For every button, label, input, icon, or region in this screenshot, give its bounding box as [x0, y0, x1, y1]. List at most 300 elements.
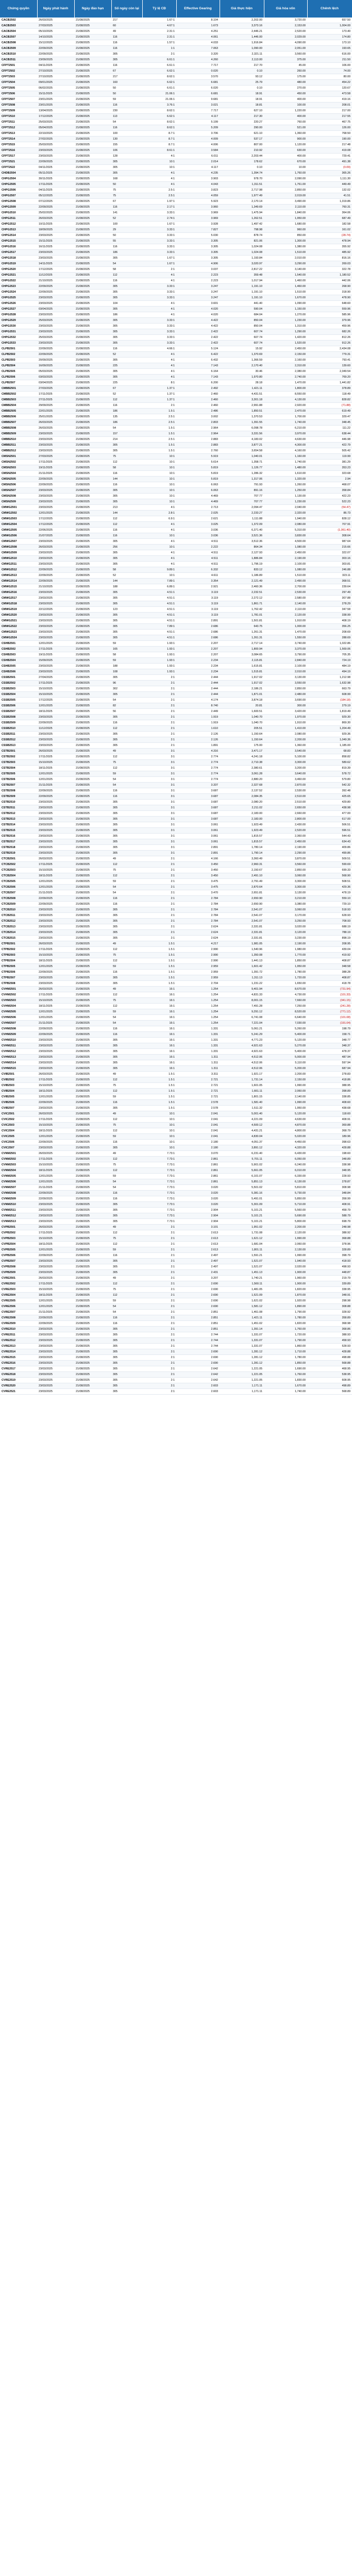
days-remaining-cell: 116 — [111, 63, 142, 69]
exercise-price-cell: 1,231.22 — [220, 981, 264, 987]
issue-date-cell: 18/11/2025 — [37, 709, 74, 715]
expiry-date-cell: 21/08/2025 — [74, 216, 111, 222]
days-remaining-cell: 130 — [111, 137, 142, 142]
exercise-price-cell: 5,701.11 — [220, 1157, 264, 1162]
conversion-ratio-cell: 10:1 — [142, 494, 176, 499]
effective-gearing-cell: 4.469 — [176, 499, 220, 505]
exercise-price-cell: 4,921.63 — [220, 1049, 264, 1055]
issue-date-cell: 17/11/2025 — [37, 1077, 74, 1083]
days-remaining-cell: 116 — [111, 788, 142, 794]
breakeven-price-cell: 1,920.00 — [264, 1298, 307, 1304]
difference-cell: 74.00 — [307, 69, 352, 74]
exercise-price-cell: 2,094.47 — [220, 505, 264, 511]
warrant-code-cell: CMSN2501 — [0, 454, 37, 460]
difference-cell: 348.89 — [307, 1157, 352, 1162]
warrant-code-cell: CLPB2501 — [0, 346, 37, 352]
conversion-ratio-cell: 4:1 — [142, 352, 176, 358]
exercise-price-cell: 2,203.44 — [220, 154, 264, 159]
expiry-date-cell: 21/08/2025 — [74, 1043, 111, 1049]
difference-cell: 418.86 — [307, 1077, 352, 1083]
difference-cell: 812.26 — [307, 335, 352, 341]
exercise-price-cell: 5,101.21 — [220, 1213, 264, 1219]
exercise-price-cell: 93.12 — [220, 74, 264, 80]
exercise-price-cell: 1,481.05 — [220, 1287, 264, 1293]
effective-gearing-cell: 7.827 — [176, 227, 220, 233]
conversion-ratio-cell: 7.73:1 — [142, 1162, 176, 1168]
issue-date-cell: 17/11/2025 — [37, 862, 74, 868]
expiry-date-cell: 21/08/2025 — [74, 494, 111, 499]
difference-cell: 347.58 — [307, 607, 352, 613]
effective-gearing-cell: 2.774 — [176, 777, 220, 783]
exercise-price-cell: 1,331.07 — [220, 1332, 264, 1338]
difference-cell: 408.91 — [307, 1117, 352, 1123]
days-remaining-cell: 305 — [111, 817, 142, 822]
issue-date-cell: 26/03/2025 — [37, 856, 74, 862]
exercise-price-cell: 30.46 — [220, 369, 264, 375]
warrant-code-cell: CHPG2532 — [0, 335, 37, 341]
effective-gearing-cell: 2.861 — [176, 1157, 220, 1162]
issue-date-cell: 23/03/2025 — [37, 1383, 74, 1389]
conversion-ratio-cell: 10:1 — [142, 545, 176, 550]
conversion-ratio-cell: 2:1 — [142, 1259, 176, 1264]
expiry-date-cell: 21/08/2025 — [74, 1242, 111, 1247]
days-remaining-cell: 54 — [111, 120, 142, 125]
days-remaining-cell: 54 — [111, 1185, 142, 1191]
exercise-price-cell: 2,232.51 — [220, 590, 264, 596]
days-remaining-cell: 144 — [111, 477, 142, 482]
exercise-price-cell: 1,815.57 — [220, 839, 264, 845]
days-remaining-cell: 305 — [111, 1043, 142, 1049]
table-row — [0, 970, 352, 975]
expiry-date-cell: 21/08/2025 — [74, 1293, 111, 1298]
days-remaining-cell: 305 — [111, 1332, 142, 1338]
difference-cell: 182.58 — [307, 222, 352, 227]
expiry-date-cell: 21/08/2025 — [74, 256, 111, 261]
issue-date-cell: 18/11/2025 — [37, 958, 74, 964]
effective-gearing-cell: 2.744 — [176, 1344, 220, 1349]
warrant-code-cell: CACB2507 — [0, 35, 37, 40]
days-remaining-cell: 256 — [111, 545, 142, 550]
issue-date-cell: 23/03/2025 — [37, 448, 74, 454]
difference-cell: 190.00 — [307, 137, 352, 142]
breakeven-price-cell: 3,130.00 — [264, 890, 307, 896]
table-row — [0, 392, 352, 397]
table-row — [0, 675, 352, 681]
warrant-code-cell: CTCB2508 — [0, 896, 37, 902]
days-remaining-cell: 58 — [111, 567, 142, 573]
warrant-code-cell: CVPB2504 — [0, 1242, 37, 1247]
issue-date-cell: 17/11/2025 — [37, 460, 74, 465]
difference-cell: 638.44 — [307, 431, 352, 437]
issue-date-cell: 16/09/2025 — [37, 363, 74, 369]
table-row — [0, 290, 352, 295]
expiry-date-cell: 21/08/2025 — [74, 1389, 111, 1395]
breakeven-price-cell: 1,960.00 — [264, 1276, 307, 1281]
exercise-price-cell: 4,051.37 — [220, 1140, 264, 1145]
difference-cell: 687.49 — [307, 216, 352, 222]
exercise-price-cell: 537.17 — [220, 137, 264, 142]
exercise-price-cell: 0.10 — [220, 69, 264, 74]
difference-cell: (731.94) — [307, 987, 352, 992]
warrant-code-cell: CVIB2506 — [0, 1100, 37, 1106]
conversion-ratio-cell: 10:1 — [142, 165, 176, 171]
effective-gearing-cell: 4.009 — [176, 137, 220, 142]
days-remaining-cell: 305 — [111, 284, 142, 290]
expiry-date-cell: 21/08/2025 — [74, 1344, 111, 1349]
days-remaining-cell: 305 — [111, 630, 142, 635]
conversion-ratio-cell: 4:1 — [142, 528, 176, 533]
difference-cell: 1,319.86 — [307, 199, 352, 205]
expiry-date-cell: 21/08/2025 — [74, 1123, 111, 1128]
effective-gearing-cell: 2.422 — [176, 335, 220, 341]
exercise-price-cell: 1,350.08 — [220, 953, 264, 958]
conversion-ratio-cell: 16:1 — [142, 1004, 176, 1009]
expiry-date-cell: 21/08/2025 — [74, 97, 111, 103]
table-row — [0, 511, 352, 516]
expiry-date-cell: 21/08/2025 — [74, 913, 111, 919]
days-remaining-cell: 305 — [111, 369, 142, 375]
issue-date-cell: 22/09/2025 — [37, 482, 74, 488]
expiry-date-cell: 21/08/2025 — [74, 987, 111, 992]
effective-gearing-cell: 2.222 — [176, 545, 220, 550]
exercise-price-cell: 2,380.61 — [220, 766, 264, 771]
issue-date-cell: 23/03/2025 — [37, 936, 74, 941]
days-remaining-cell: 305 — [111, 295, 142, 301]
effective-gearing-cell: 2.784 — [176, 919, 220, 924]
effective-gearing-cell: 3.119 — [176, 596, 220, 601]
issue-date-cell: 18/11/2025 — [37, 1293, 74, 1298]
issue-date-cell: 22/01/2025 — [37, 409, 74, 414]
breakeven-price-cell: 1,260.00 — [264, 482, 307, 488]
expiry-date-cell: 21/08/2025 — [74, 165, 111, 171]
issue-date-cell: 29/09/2025 — [37, 403, 74, 409]
breakeven-price-cell: 480.00 — [264, 80, 307, 86]
issue-date-cell: 12/01/2025 — [37, 771, 74, 777]
exercise-price-cell: 4,921.63 — [220, 1043, 264, 1049]
exercise-price-cell: 1,461.08 — [220, 1310, 264, 1315]
conversion-ratio-cell: 3.33:1 — [142, 239, 176, 244]
breakeven-price-cell: 400.00 — [264, 114, 307, 120]
breakeven-price-cell: 2,850.00 — [264, 868, 307, 873]
effective-gearing-cell: 5.199 — [176, 120, 220, 125]
conversion-ratio-cell: 10:1 — [142, 1128, 176, 1134]
days-remaining-cell: 54 — [111, 1304, 142, 1310]
table-row — [0, 454, 352, 460]
table-row — [0, 737, 352, 743]
table-row — [0, 1281, 352, 1287]
table-row — [0, 1032, 352, 1038]
effective-gearing-cell: 7.143 — [176, 375, 220, 380]
issue-date-cell: 23/03/2025 — [37, 556, 74, 562]
breakeven-price-cell: 1,000.00 — [264, 624, 307, 630]
exercise-price-cell: 1,317.06 — [220, 477, 264, 482]
conversion-ratio-cell: 2:1 — [142, 856, 176, 862]
table-row — [0, 522, 352, 528]
days-remaining-cell: 113 — [111, 114, 142, 120]
effective-gearing-cell: 2.760 — [176, 448, 220, 454]
breakeven-price-cell: 5,710.00 — [264, 1202, 307, 1208]
difference-cell: 487.94 — [307, 1055, 352, 1060]
difference-cell: 298.98 — [307, 1298, 352, 1304]
exercise-price-cell: 1,394.74 — [220, 171, 264, 176]
difference-cell: 388.28 — [307, 970, 352, 975]
days-remaining-cell: 305 — [111, 1378, 142, 1383]
breakeven-price-cell: 3,870.00 — [264, 856, 307, 862]
expiry-date-cell: 21/08/2025 — [74, 1230, 111, 1236]
breakeven-price-cell: 260.00 — [264, 69, 307, 74]
effective-gearing-cell: 2.690 — [176, 1349, 220, 1355]
issue-date-cell: 23/03/2025 — [37, 839, 74, 845]
days-remaining-cell: 305 — [111, 499, 142, 505]
conversion-ratio-cell: 10:1 — [142, 1134, 176, 1140]
issue-date-cell: 22/06/2025 — [37, 528, 74, 533]
issue-date-cell: 15/11/2025 — [37, 91, 74, 97]
breakeven-price-cell: 1,510.00 — [264, 290, 307, 295]
conversion-ratio-cell: 2:1 — [142, 1287, 176, 1293]
issue-date-cell: 15/10/2025 — [37, 686, 74, 692]
effective-gearing-cell: 7.717 — [176, 108, 220, 114]
conversion-ratio-cell: 4.51:1 — [142, 630, 176, 635]
breakeven-price-cell: 2,430.00 — [264, 822, 307, 828]
exercise-price-cell: 2,186.21 — [220, 686, 264, 692]
difference-cell: 729.10 — [307, 902, 352, 907]
effective-gearing-cell: 2.803 — [176, 420, 220, 426]
effective-gearing-cell: 2.642 — [176, 1366, 220, 1372]
difference-cell: 338.85 — [307, 1094, 352, 1100]
exercise-price-cell: 1,191.10 — [220, 290, 264, 295]
days-remaining-cell: 59 — [111, 879, 142, 885]
exercise-price-cell: 1,600.51 — [220, 709, 264, 715]
difference-cell: 929.36 — [307, 732, 352, 737]
days-remaining-cell: 305 — [111, 329, 142, 335]
table-row — [0, 380, 352, 386]
difference-cell: 1,441.82 — [307, 380, 352, 386]
warrant-code-cell: CTCB2502 — [0, 862, 37, 868]
exercise-price-cell: 1,475.94 — [220, 210, 264, 216]
issue-date-cell: 07/12/2025 — [37, 199, 74, 205]
days-remaining-cell: 168 — [111, 176, 142, 182]
table-row — [0, 964, 352, 970]
exercise-price-cell: 3,891.12 — [220, 1145, 264, 1151]
difference-cell: 408.91 — [307, 1202, 352, 1208]
effective-gearing-cell: 2.234 — [176, 664, 220, 669]
breakeven-price-cell: 7,660.00 — [264, 998, 307, 1004]
days-remaining-cell: 305 — [111, 494, 142, 499]
difference-cell: 1,185.00 — [307, 743, 352, 749]
breakeven-price-cell: 1,470.00 — [264, 630, 307, 635]
table-row — [0, 341, 352, 346]
exercise-price-cell: 4,512.06 — [220, 1055, 264, 1060]
effective-gearing-cell: 5.209 — [176, 125, 220, 131]
conversion-ratio-cell: 16:1 — [142, 1015, 176, 1021]
expiry-date-cell: 21/08/2025 — [74, 1321, 111, 1327]
warrant-code-cell: CMWG2514 — [0, 579, 37, 584]
conversion-ratio-cell: 8.7:1 — [142, 137, 176, 142]
conversion-ratio-cell: 10:1 — [142, 533, 176, 539]
exercise-price-cell: 2,960.31 — [220, 862, 264, 868]
days-remaining-cell: 302 — [111, 686, 142, 692]
days-remaining-cell: 128 — [111, 154, 142, 159]
difference-cell: 278.87 — [307, 1179, 352, 1185]
conversion-ratio-cell: 16:1 — [142, 1060, 176, 1066]
breakeven-price-cell: 2,110.00 — [264, 205, 307, 210]
effective-gearing-cell: 5.614 — [176, 460, 220, 465]
issue-date-cell: 13/04/2025 — [37, 108, 74, 114]
table-row — [0, 845, 352, 851]
warrant-code-cell: CFPT2501 — [0, 63, 37, 69]
difference-cell: 118.60 — [307, 1111, 352, 1117]
effective-gearing-cell: 4.511 — [176, 539, 220, 545]
exercise-price-cell: 3,512.36 — [220, 539, 264, 545]
conversion-ratio-cell: 3:1 — [142, 771, 176, 777]
expiry-date-cell: 21/08/2025 — [74, 709, 111, 715]
days-remaining-cell: 305 — [111, 715, 142, 720]
exercise-price-cell: 684.04 — [220, 312, 264, 318]
expiry-date-cell: 21/08/2025 — [74, 760, 111, 766]
breakeven-price-cell: 1,080.00 — [264, 545, 307, 550]
difference-cell: 485.92 — [307, 250, 352, 256]
difference-cell: 132.02 — [307, 188, 352, 193]
warrant-code-cell: CLPB2503 — [0, 358, 37, 363]
table-row — [0, 1270, 352, 1276]
difference-cell: 912.26 — [307, 341, 352, 346]
breakeven-price-cell: 1,220.00 — [264, 108, 307, 114]
table-row — [0, 1134, 352, 1140]
days-remaining-cell: 52 — [111, 352, 142, 358]
table-row — [0, 669, 352, 675]
days-remaining-cell: 305 — [111, 256, 142, 261]
days-remaining-cell: 112 — [111, 873, 142, 879]
table-row — [0, 981, 352, 987]
expiry-date-cell: 21/08/2025 — [74, 715, 111, 720]
exercise-price-cell: 1,040.70 — [220, 715, 264, 720]
breakeven-price-cell: 270.00 — [264, 86, 307, 91]
conversion-ratio-cell: 4:1 — [142, 363, 176, 369]
expiry-date-cell: 21/08/2025 — [74, 341, 111, 346]
exercise-price-cell: 2,321.11 — [220, 52, 264, 57]
table-row — [0, 142, 352, 148]
breakeven-price-cell: 5,400.00 — [264, 1049, 307, 1055]
exercise-price-cell: 1,780.14 — [220, 845, 264, 851]
conversion-ratio-cell: 4.67:1 — [142, 23, 176, 29]
warrant-code-cell: CHPG2505 — [0, 182, 37, 188]
issue-date-cell: 23/03/2025 — [37, 250, 74, 256]
exercise-price-cell: 4,771.23 — [220, 1038, 264, 1043]
expiry-date-cell: 21/08/2025 — [74, 307, 111, 312]
conversion-ratio-cell: 2:1 — [142, 1338, 176, 1344]
issue-date-cell: 22/09/2025 — [37, 284, 74, 290]
warrant-code-cell: CFPT2515 — [0, 142, 37, 148]
effective-gearing-cell: 2.431 — [176, 1270, 220, 1276]
difference-cell: 338.99 — [307, 613, 352, 618]
difference-cell: 425.65 — [307, 794, 352, 800]
expiry-date-cell: 21/08/2025 — [74, 556, 111, 562]
exercise-price-cell: 1,286.32 — [220, 471, 264, 477]
effective-gearing-cell: 8.740 — [176, 703, 220, 709]
breakeven-price-cell: 1,610.00 — [264, 471, 307, 477]
exercise-price-cell: 3,301.18 — [220, 397, 264, 403]
conversion-ratio-cell: 10:1 — [142, 159, 176, 165]
breakeven-price-cell: 1,870.00 — [264, 1293, 307, 1298]
effective-gearing-cell: 4.117 — [176, 165, 220, 171]
conversion-ratio-cell: 1.57:1 — [142, 40, 176, 46]
warrant-code-cell: CVRE2520 — [0, 1383, 37, 1389]
breakeven-price-cell: 5,730.00 — [264, 1191, 307, 1196]
warrant-code-cell: CHPG2516 — [0, 244, 37, 250]
difference-cell: 788.19 — [307, 930, 352, 936]
exercise-price-cell: 2,541.07 — [220, 913, 264, 919]
table-row — [0, 273, 352, 278]
effective-gearing-cell: 2.784 — [176, 907, 220, 913]
expiry-date-cell: 21/08/2025 — [74, 131, 111, 137]
conversion-ratio-cell: 7.73:1 — [142, 1196, 176, 1202]
days-remaining-cell: 116 — [111, 1032, 142, 1038]
breakeven-price-cell: 4,450.00 — [264, 1140, 307, 1145]
issue-date-cell: 19/11/2025 — [37, 465, 74, 471]
days-remaining-cell: 75 — [111, 1162, 142, 1168]
warrant-code-cell: CMBB2509 — [0, 431, 37, 437]
exercise-price-cell: 2,651.81 — [220, 890, 264, 896]
expiry-date-cell: 21/08/2025 — [74, 1009, 111, 1015]
breakeven-price-cell: 2,290.00 — [264, 851, 307, 856]
breakeven-price-cell: 1,910.00 — [264, 618, 307, 624]
table-row — [0, 579, 352, 584]
issue-date-cell: 30/11/2025 — [37, 176, 74, 182]
issue-date-cell: 23/03/2025 — [37, 635, 74, 641]
table-row — [0, 1304, 352, 1310]
days-remaining-cell: 59 — [111, 1094, 142, 1100]
expiry-date-cell: 21/08/2025 — [74, 193, 111, 199]
expiry-date-cell: 21/08/2025 — [74, 1145, 111, 1151]
issue-date-cell: 23/03/2025 — [37, 618, 74, 624]
warrant-code-cell: CSTB2504 — [0, 766, 37, 771]
difference-cell: 498.89 — [307, 1383, 352, 1389]
breakeven-price-cell: 2,029.00 — [264, 35, 307, 40]
difference-cell: 509.51 — [307, 856, 352, 862]
exercise-price-cell: 1,917.02 — [220, 681, 264, 686]
breakeven-price-cell: 2,040.00 — [264, 505, 307, 511]
table-row — [0, 1349, 352, 1355]
conversion-ratio-cell: 2:1 — [142, 1281, 176, 1287]
difference-cell: 356.25 — [307, 624, 352, 630]
breakeven-price-cell: 5,310.00 — [264, 528, 307, 533]
effective-gearing-cell: 4.020 — [176, 312, 220, 318]
issue-date-cell: 23/03/2025 — [37, 1372, 74, 1378]
breakeven-price-cell: 1,550.00 — [264, 635, 307, 641]
conversion-ratio-cell: 2:1 — [142, 737, 176, 743]
exercise-price-cell: 25.79 — [220, 80, 264, 86]
breakeven-price-cell: 1,990.00 — [264, 1100, 307, 1106]
warrant-code-cell: CSHB2505 — [0, 664, 37, 669]
warrant-code-cell: CVPB2507 — [0, 1259, 37, 1264]
exercise-price-cell: 3,020.97 — [220, 261, 264, 267]
issue-date-cell: 12/01/2025 — [37, 703, 74, 709]
days-remaining-cell: 305 — [111, 1355, 142, 1361]
table-row — [0, 1049, 352, 1055]
expiry-date-cell: 21/08/2025 — [74, 1060, 111, 1066]
issue-date-cell: 19/11/2025 — [37, 652, 74, 658]
breakeven-price-cell: 2,360.00 — [264, 834, 307, 839]
conversion-ratio-cell: 3.33:1 — [142, 244, 176, 250]
effective-gearing-cell: 2.774 — [176, 771, 220, 777]
expiry-date-cell: 21/08/2025 — [74, 635, 111, 641]
days-remaining-cell: 59 — [111, 641, 142, 647]
breakeven-price-cell: 2,450.00 — [264, 550, 307, 556]
issue-date-cell: 23/03/2025 — [37, 148, 74, 154]
breakeven-price-cell: 1,761.00 — [264, 182, 307, 188]
exercise-price-cell: 2,541.07 — [220, 907, 264, 913]
difference-cell: 619.49 — [307, 409, 352, 414]
